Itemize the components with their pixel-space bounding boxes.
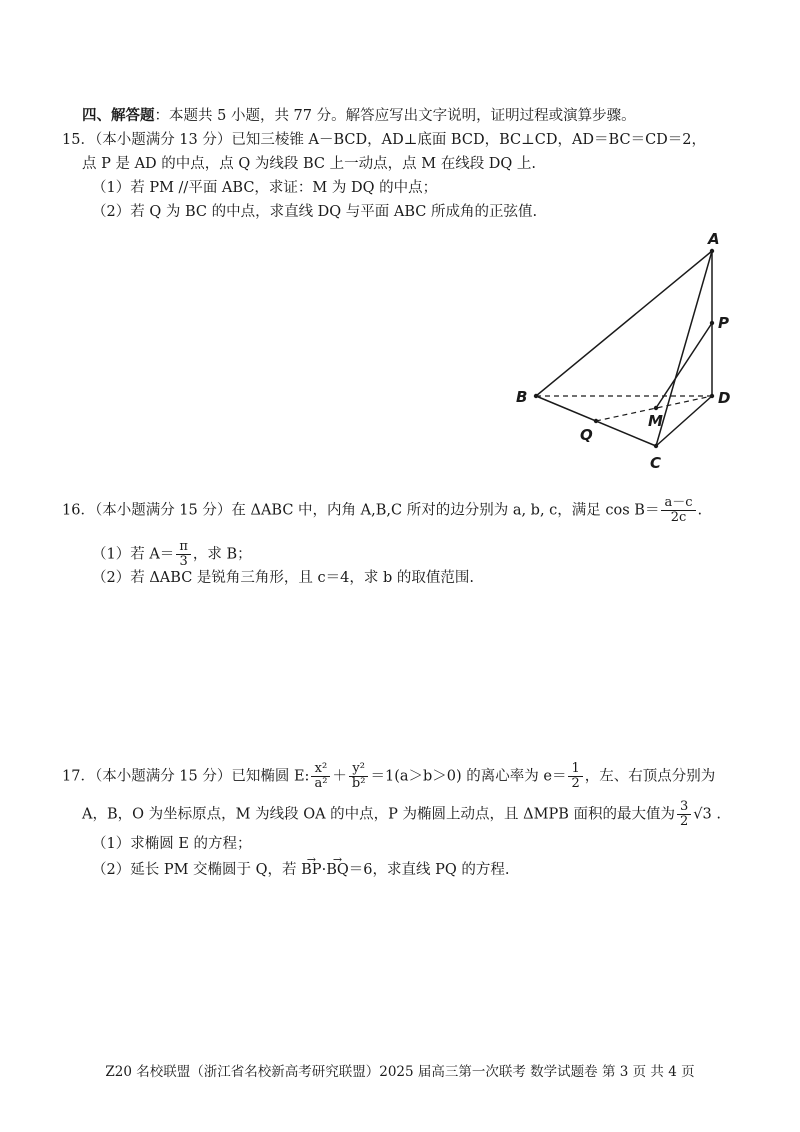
q15-stem-line2: 点 P 是 AD 的中点，点 Q 为线段 BC 上一动点，点 M 在线段 DQ 上. [82,156,537,172]
q17-area-root: √3 . [693,806,721,823]
q16-part1-fraction [176,540,191,569]
segment-PM [656,323,712,408]
label-C: C [650,454,662,472]
point-B [534,394,538,398]
edge-AC [656,251,712,446]
q17-y-fraction [349,762,369,791]
q16-part1-numerator: π [176,540,191,555]
point-A [710,249,714,253]
q17-dot: · [321,862,327,878]
q17-x-fraction [311,762,330,791]
vector-BQ: → BQ [326,860,349,880]
label-D: D [718,389,731,407]
q17-e-numerator: 1 [568,762,582,777]
q16-frac-denominator: 2c [670,510,687,525]
label-P: P [718,314,729,332]
q16-part1-text: （1）若 A＝ [92,546,175,563]
section-heading [82,106,636,126]
q16-cos-fraction [661,496,695,525]
q17-stem-end: ，左、右顶点分别为 [584,768,716,785]
q17-part2 [92,860,509,880]
q17-area-denominator: 2 [679,814,689,829]
q16-part1-end: ，求 B； [192,546,252,563]
q17-y-numerator: y² [349,762,369,777]
q17-part1: （1）求椭圆 E 的方程； [92,836,252,852]
q17-part2-end: ＝6，求直线 PQ 的方程. [348,862,510,878]
q17-stem-mid: ＝1(a＞b＞0) 的离心率为 e＝ [370,768,567,785]
section-title: 四、解答题 [82,107,155,124]
q17-x-denominator: a² [314,776,328,791]
tetrahedron-figure [500,228,760,478]
q15-stem-line1: 15．（本小题满分 13 分）已知三棱锥 A－BCD，AD⊥底面 BCD，BC⊥CD，AD＝BC＝CD＝2， [62,132,707,148]
point-M [654,406,658,410]
q17-plus: ＋ [332,768,347,785]
edge-AB [536,251,712,396]
label-A: A [708,230,720,248]
section-description: ：本题共 5 小题，共 77 分。解答应写出文字说明，证明过程或演算步骤。 [154,108,636,124]
point-Q [594,419,598,423]
q16-frac-numerator: a－c [661,496,695,511]
q16-stem [62,496,702,525]
edge-CD [656,396,712,446]
q17-area-fraction [677,800,691,829]
label-M: M [648,412,663,430]
q17-area-numerator: 3 [677,800,691,815]
q17-stem-line1 [62,762,715,791]
point-P [710,321,714,325]
q16-part1-denominator: 3 [179,554,188,569]
q17-stem-line2 [82,800,721,829]
point-D [710,394,714,398]
q17-part2-text: （2）延长 PM 交椭圆于 Q，若 [92,862,302,878]
page-footer: Z20 名校联盟（浙江省名校新高考研究联盟）2025 届高三第一次联考 数学试题卷 第 3 页 共 4 页 [105,1064,695,1080]
q15-part1: （1）若 PM //平面 ABC，求证：M 为 DQ 的中点； [92,180,438,196]
q15-part2: （2）若 Q 为 BC 的中点，求直线 DQ 与平面 ABC 所成角的正弦值. [92,204,538,220]
q16-part1 [92,540,252,569]
q16-part2: （2）若 ΔABC 是锐角三角形，且 c＝4，求 b 的取值范围. [92,570,474,586]
vector-BP: → BP [301,860,321,880]
q17-line2-text: A，B，O 为坐标原点，M 为线段 OA 的中点，P 为椭圆上动点，且 ΔMPB 面积的最大值为 [82,806,675,823]
q17-e-fraction [568,762,582,791]
q16-stem-text: 16．（本小题满分 15 分）在 ΔABC 中，内角 A,B,C 所对的边分别为 a, b, c，满足 cos B＝ [62,502,660,519]
q17-y-denominator: b² [351,776,366,791]
q17-stem-text: 17．（本小题满分 15 分）已知椭圆 E: [62,768,310,785]
label-B: B [516,388,528,406]
q16-stem-end: . [697,502,703,519]
q17-e-denominator: 2 [571,776,580,791]
point-C [654,444,658,448]
label-Q: Q [580,426,593,444]
q17-x-numerator: x² [311,762,330,777]
